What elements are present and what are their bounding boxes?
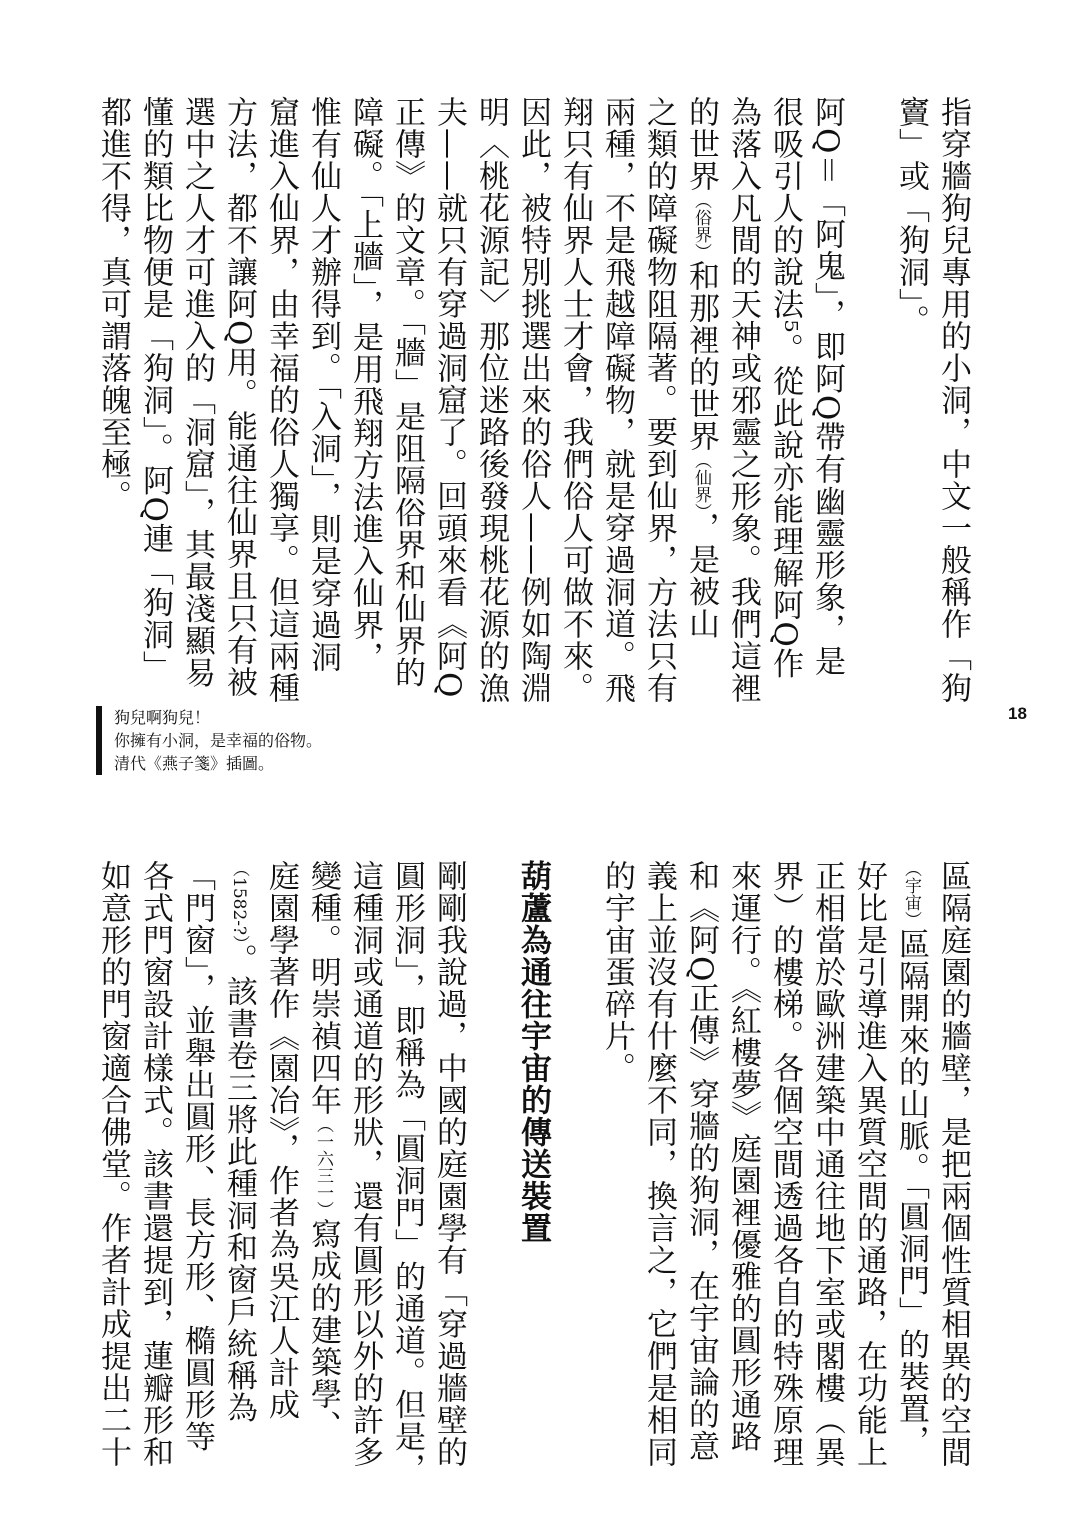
lower-column-19: 「門窗」，並舉出圓形、長方形、橢圓形等 xyxy=(179,860,215,1453)
upper-column-20: 懂的類比物便是「狗洞」。阿Q連「狗洞」 xyxy=(137,96,173,683)
upper-column-12: 明〈桃花源記〉那位迷路後發現桃花源的漁 xyxy=(473,96,509,704)
lower-column-13: 剛剛我說過，中國的庭園學有「穿過牆壁的 xyxy=(431,860,467,1468)
lower-column-9: 的宇宙蛋碎片。 xyxy=(599,860,635,1084)
upper-column-16: 惟有仙人才辦得到。「入洞」，則是穿過洞 xyxy=(305,96,341,673)
upper-column-13: 夫——就只有穿過洞窟了。回頭來看《阿Q xyxy=(431,96,467,699)
lower-column-5: 界）的樓梯。各個空間透過各自的特殊原理 xyxy=(767,860,803,1468)
upper-column-2: 竇」或「狗洞」。 xyxy=(893,96,929,337)
upper-column-7: 的世界（俗界）和那裡的世界（仙界），是被山 xyxy=(683,96,719,640)
upper-column-1: 指穿牆狗兒專用的小洞，中文一般稱作「狗 xyxy=(935,96,971,704)
lower-column-3: 好比是引導進入異質空間的通路，在功能上 xyxy=(851,860,887,1468)
lower-column-4: 正相當於歐洲建築中通往地下室或閣樓（異 xyxy=(809,860,845,1468)
upper-column-4: 阿Q＝「阿鬼」，即阿Q帶有幽靈形象，是 xyxy=(809,96,845,678)
upper-column-10: 翔只有仙界人士才會，我們俗人可做不來。 xyxy=(557,96,593,704)
lower-column-18: （1582-?）。該書卷三將此種洞和窗戶統稱為 xyxy=(221,860,257,1424)
lower-column-20: 各式門窗設計樣式。該書還提到，蓮瓣形和 xyxy=(137,860,173,1468)
upper-column-15: 障礙。「上牆」，是用飛翔方法進入仙界， xyxy=(347,96,383,673)
upper-column-14: 正傳》的文章。「牆」是阻隔俗界和仙界的 xyxy=(389,96,425,689)
section-heading: 葫蘆為通往宇宙的傳送裝置 xyxy=(515,860,551,1244)
upper-column-11: 因此，被特別挑選出來的俗人——例如陶淵 xyxy=(515,96,551,704)
illustration-caption xyxy=(96,706,322,775)
lower-column-21: 如意形的門窗適合佛堂。作者計成提出二十 xyxy=(95,860,131,1468)
page-number: 18 xyxy=(1008,704,1027,723)
caption-line-3: 清代《燕子箋》插圖。 xyxy=(114,754,275,773)
lower-column-8: 義上並沒有什麼不同，換言之，它們是相同 xyxy=(641,860,677,1468)
lower-column-1: 區隔庭園的牆壁，是把兩個性質相異的空間 xyxy=(935,860,971,1468)
lower-column-15: 這種洞或通道的形狀，還有圓形以外的許多 xyxy=(347,860,383,1468)
lower-column-14: 圓形洞」，即稱為「圓洞門」的通道。但是， xyxy=(389,860,425,1485)
upper-column-9: 兩種，不是飛越障礙物，就是穿過洞道。飛 xyxy=(599,96,635,704)
upper-column-5: 很吸引人的說法⁵。從此說亦能理解阿Q作 xyxy=(767,96,803,680)
upper-column-8: 之類的障礙物阻隔著。要到仙界，方法只有 xyxy=(641,96,677,704)
upper-column-19: 選中之人才可進入的「洞窟」，其最淺顯易 xyxy=(179,96,215,689)
lower-column-7: 和《阿Q正傳》穿牆的狗洞，在宇宙論的意 xyxy=(683,860,719,1463)
lower-column-16: 變種。明崇禎四年（一六三一）寫成的建築學、 xyxy=(305,860,341,1442)
lower-column-17: 庭園學著作《園冶》，作者為吳江人計成 xyxy=(263,860,299,1421)
lower-column-6: 來運行。《紅樓夢》庭園裡優雅的圓形通路 xyxy=(725,860,761,1453)
lower-text-block xyxy=(92,860,974,1485)
upper-column-6: 為落入凡間的天神或邪靈之形象。我們這裡 xyxy=(725,96,761,704)
caption-line-2: 你擁有小洞，是幸福的俗物。 xyxy=(114,731,323,750)
upper-column-18: 方法，都不讓阿Q用。能通往仙界且只有被 xyxy=(221,96,257,699)
upper-column-17: 窟進入仙界，由幸福的俗人獨享。但這兩種 xyxy=(263,96,299,704)
upper-column-21: 都進不得，真可謂落魄至極。 xyxy=(95,96,131,512)
lower-column-2: （宇宙）區隔開來的山脈。「圓洞門」的裝置， xyxy=(893,860,929,1457)
upper-text-block xyxy=(92,96,974,704)
caption-line-1: 狗兒啊狗兒！ xyxy=(114,708,211,727)
